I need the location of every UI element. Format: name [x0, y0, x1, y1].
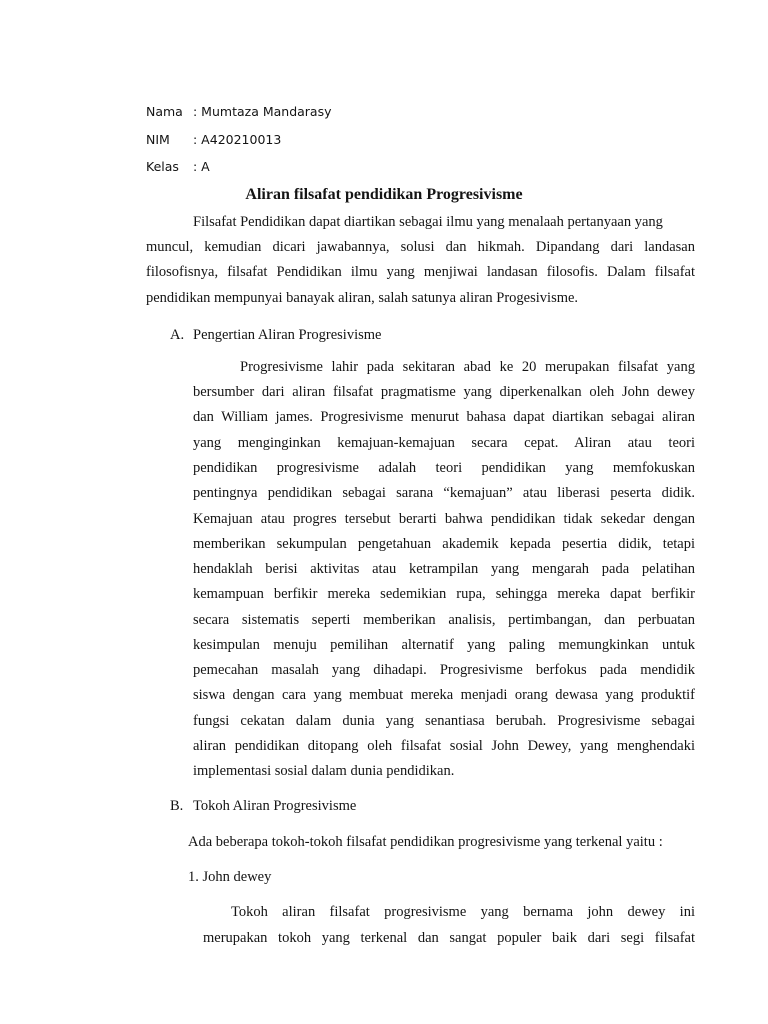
section-a-line: pemecahan masalah yang dihadapi. Progresivisme berfokus pada mendidik [193, 662, 695, 678]
section-a-line: hendaklah berisi aktivitas atau ketrampilan yang mengarah pada pelatihan [193, 561, 695, 577]
section-a-line: secara sistematis seperti memberikan analisis, pertimbangan, dan perbuatan [193, 612, 695, 628]
section-a-line: dan William james. Progresivisme menurut bahasa dapat diartikan sebagai aliran [193, 409, 695, 425]
section-a-marker: A. [170, 327, 185, 343]
name-label: Nama [146, 104, 183, 119]
section-b-intro: Ada beberapa tokoh-tokoh filsafat pendidikan progresivisme yang terkenal yaitu : [188, 834, 663, 850]
section-b-marker: B. [170, 798, 184, 814]
section-a-line: kesimpulan menuju pemilihan alternatif yang paling memungkinkan untuk [193, 637, 695, 653]
class-label: Kelas [146, 159, 179, 174]
section-a-line: memberikan sekumpulan pengetahuan akademik kepada pesertia didik, tetapi [193, 536, 695, 552]
section-b-item-1: 1. John dewey [188, 869, 272, 885]
section-a-line: Kemajuan atau progres tersebut berarti bahwa pendidikan tidak sekedar dengan [193, 511, 695, 527]
section-a-line: Progresivisme lahir pada sekitaran abad ke 20 merupakan filsafat yang [240, 359, 695, 375]
section-b-title: Tokoh Aliran Progresivisme [193, 798, 357, 814]
section-a-line: aliran pendidikan ditopang oleh filsafat sosial John Dewey, yang menghendaki [193, 738, 695, 754]
intro-line: pendidikan mempunyai banayak aliran, salah satunya aliran Progesivisme. [146, 290, 579, 306]
section-a-line: pentingnya pendidikan sebagai sarana “kemajuan” atau liberasi peserta didik. [193, 485, 695, 501]
section-a-title: Pengertian Aliran Progresivisme [193, 327, 382, 343]
section-a-line: kemampuan berfikir mereka sedemikian rupa, sehingga mereka dapat berfikir [193, 586, 695, 602]
intro-line: filosofisnya, filsafat Pendidikan ilmu yang menjiwai landasan filosofis. Dalam filsafat [146, 264, 695, 280]
intro-line: Filsafat Pendidikan dapat diartikan sebagai ilmu yang menalaah pertanyaan yang [193, 214, 663, 230]
class-value: : A [193, 159, 210, 174]
section-b-heading [170, 798, 356, 815]
intro-line: muncul, kemudian dicari jawabannya, solusi dan hikmah. Dipandang dari landasan [146, 239, 695, 255]
section-a-line: bersumber dari aliran filsafat pragmatisme yang diperkenalkan oleh John dewey [193, 384, 695, 400]
section-a-line: fungsi cekatan dalam dunia yang senantiasa berubah. Progresivisme sebagai [193, 713, 695, 729]
section-b-item-1-line: Tokoh aliran filsafat progresivisme yang bernama john dewey ini [231, 904, 695, 920]
nim-label: NIM [146, 132, 170, 147]
name-value: : Mumtaza Mandarasy [193, 104, 332, 119]
section-a-heading [170, 327, 381, 344]
document-title: Aliran filsafat pendidikan Progresivisme [245, 186, 523, 203]
section-a-line: pendidikan progresivisme adalah teori pendidikan yang memfokuskan [193, 460, 695, 476]
section-a-line: siswa dengan cara yang membuat mereka menjadi orang dewasa yang produktif [193, 687, 695, 703]
section-b-item-1-line: merupakan tokoh yang terkenal dan sangat populer baik dari segi filsafat [203, 930, 695, 946]
section-a-line: yang menginginkan kemajuan-kemajuan secara cepat. Aliran atau teori [193, 435, 695, 451]
nim-value: : A420210013 [193, 132, 282, 147]
section-a-line: implementasi sosial dalam dunia pendidikan. [193, 763, 455, 779]
